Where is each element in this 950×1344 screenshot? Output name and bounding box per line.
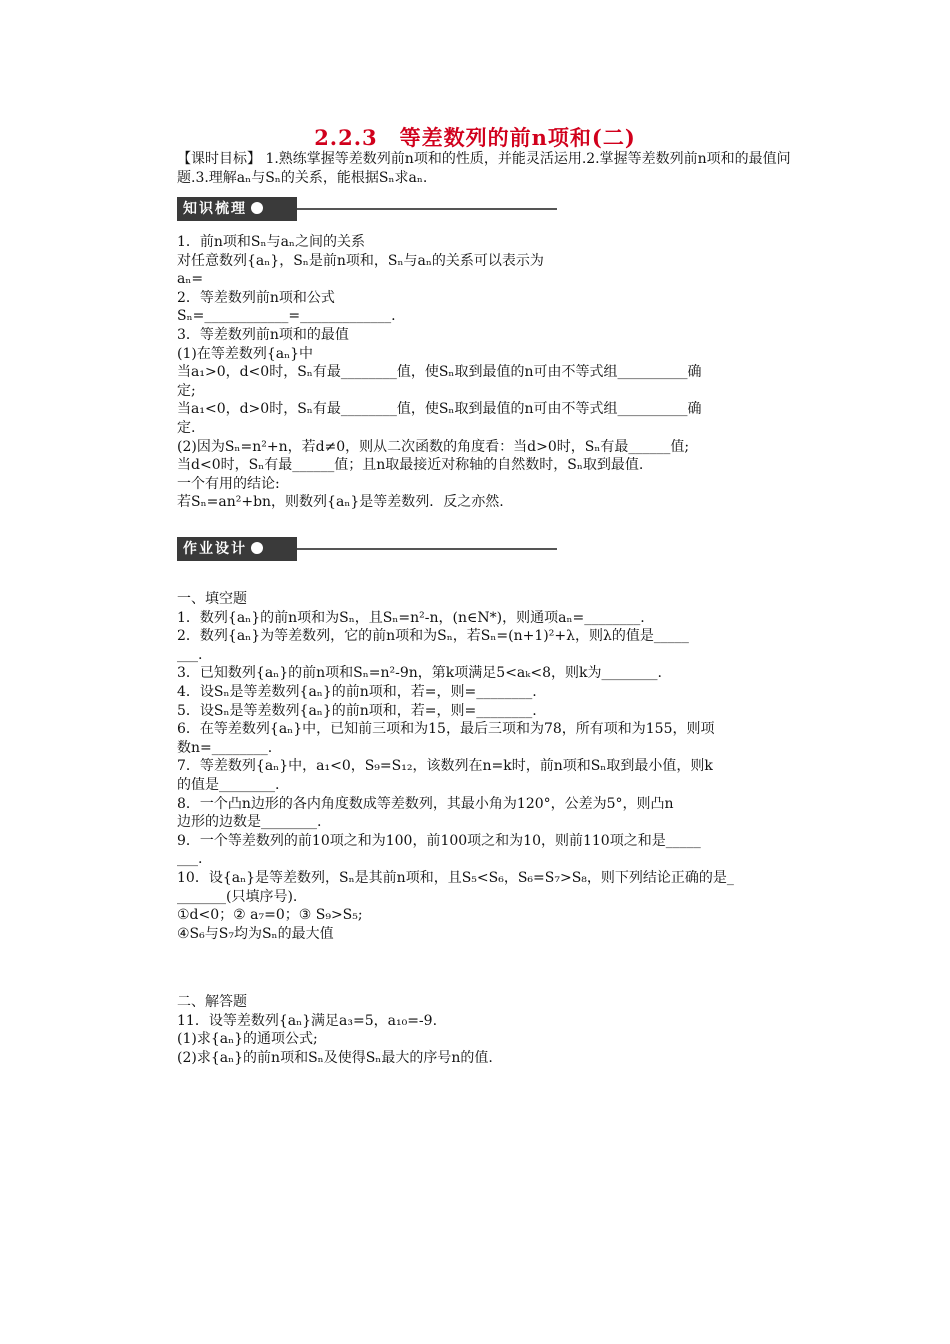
question-line: 的值是________. <box>177 776 280 793</box>
question-line: 7．等差数列{aₙ}中，a₁<0，S₉=S₁₂，该数列在n=k时，前n项和Sₙ取到最小值，则k <box>177 758 713 775</box>
question-line: 一、填空题 <box>177 591 247 607</box>
text-line: 对任意数列{aₙ}，Sₙ是前n项和，Sₙ与aₙ的关系可以表示为 <box>177 252 544 269</box>
question-line: _______(只填序号). <box>177 888 298 905</box>
section-tag <box>177 537 297 561</box>
text-line: 若Sₙ=an²+bn，则数列{aₙ}是等差数列．反之亦然. <box>177 494 504 511</box>
section-header-knowledge <box>177 197 557 221</box>
fill-in-blank-questions <box>177 590 817 943</box>
question-line: 1．数列{aₙ}的前n项和为Sₙ，且Sₙ=n²-n，(n∈N*)，则通项aₙ=________. <box>177 609 645 626</box>
section-header-homework <box>177 537 557 561</box>
question-line: ___. <box>177 646 203 663</box>
text-line: 当d<0时，Sₙ有最______值；且n取最接近对称轴的自然数时，Sₙ取到最值. <box>177 457 644 474</box>
question-line: 8．一个凸n边形的各内角度数成等差数列，其最小角为120°，公差为5°，则凸n <box>177 795 674 812</box>
question-line: 二、解答题 <box>177 994 247 1010</box>
question-line: 数n=________. <box>177 739 273 756</box>
dot-icon <box>251 542 263 554</box>
question-line: 3．已知数列{aₙ}的前n项和Sₙ=n²-9n，第k项满足5<aₖ<8，则k为________. <box>177 665 662 682</box>
question-line: 4．设Sₙ是等差数列{aₙ}的前n项和，若=，则=________. <box>177 683 537 700</box>
lesson-goal: 【课时目标】 1.熟练掌握等差数列前n项和的性质，并能灵活运用.2.掌握等差数列前n项和的最值问题.3.理解aₙ与Sₙ的关系，能根据Sₙ求aₙ. <box>177 151 791 186</box>
question-line: (1)求{aₙ}的通项公式; <box>177 1031 318 1048</box>
question-line: 5．设Sₙ是等差数列{aₙ}的前n项和，若=，则=________. <box>177 702 537 719</box>
text-line: 1．前n项和Sₙ与aₙ之间的关系 <box>177 234 365 250</box>
knowledge-content <box>177 233 817 512</box>
section-divider <box>297 548 557 550</box>
text-line: 当a₁<0，d>0时，Sₙ有最________值，使Sₙ取到最值的n可由不等式组__________确 <box>177 401 702 418</box>
text-line: (1)在等差数列{aₙ}中 <box>177 345 314 362</box>
question-line: 11．设等差数列{aₙ}满足a₃=5，a₁₀=-9. <box>177 1012 438 1029</box>
question-line: ④S₆与S₇均为Sₙ的最大值 <box>177 925 334 942</box>
section-divider <box>297 208 557 210</box>
question-line: ___. <box>177 851 203 868</box>
question-line: 6．在等差数列{aₙ}中，已知前三项和为15，最后三项和为78，所有项和为155，则项 <box>177 721 715 738</box>
text-line: 定. <box>177 419 196 436</box>
section-label: 作业设计 <box>183 541 247 557</box>
page-title: 2.2.3 等差数列的前n项和(二) <box>314 125 636 150</box>
question-line: 2．数列{aₙ}为等差数列，它的前n项和为Sₙ，若Sₙ=(n+1)²+λ，则λ的值是_____ <box>177 628 689 645</box>
text-line: aₙ= <box>177 271 204 288</box>
dot-icon <box>251 202 263 214</box>
text-line: 当a₁>0，d<0时，Sₙ有最________值，使Sₙ取到最值的n可由不等式组__________确 <box>177 364 702 381</box>
text-line: 2．等差数列前n项和公式 <box>177 289 335 306</box>
text-line: 一个有用的结论: <box>177 475 280 492</box>
text-line: 定; <box>177 382 196 399</box>
answer-questions <box>177 993 817 1067</box>
question-line: 9．一个等差数列的前10项之和为100，前100项之和为10，则前110项之和是_____ <box>177 832 701 849</box>
text-line: (2)因为Sₙ=n²+n，若d≠0，则从二次函数的角度看：当d>0时，Sₙ有最______值; <box>177 438 690 455</box>
section-tag <box>177 197 297 221</box>
text-line: Sₙ=____________=_____________. <box>177 308 396 325</box>
text-line: 3．等差数列前n项和的最值 <box>177 326 349 343</box>
question-line: 10．设{aₙ}是等差数列，Sₙ是其前n项和，且S₅<S₆，S₆=S₇>S₈，则下列结论正确的是_ <box>177 869 734 886</box>
question-line: 边形的边数是________. <box>177 814 322 831</box>
question-line: (2)求{aₙ}的前n项和Sₙ及使得Sₙ最大的序号n的值. <box>177 1049 493 1066</box>
question-line: ①d<0；② a₇=0；③ S₉>S₅; <box>177 907 363 924</box>
section-label: 知识梳理 <box>183 201 247 217</box>
